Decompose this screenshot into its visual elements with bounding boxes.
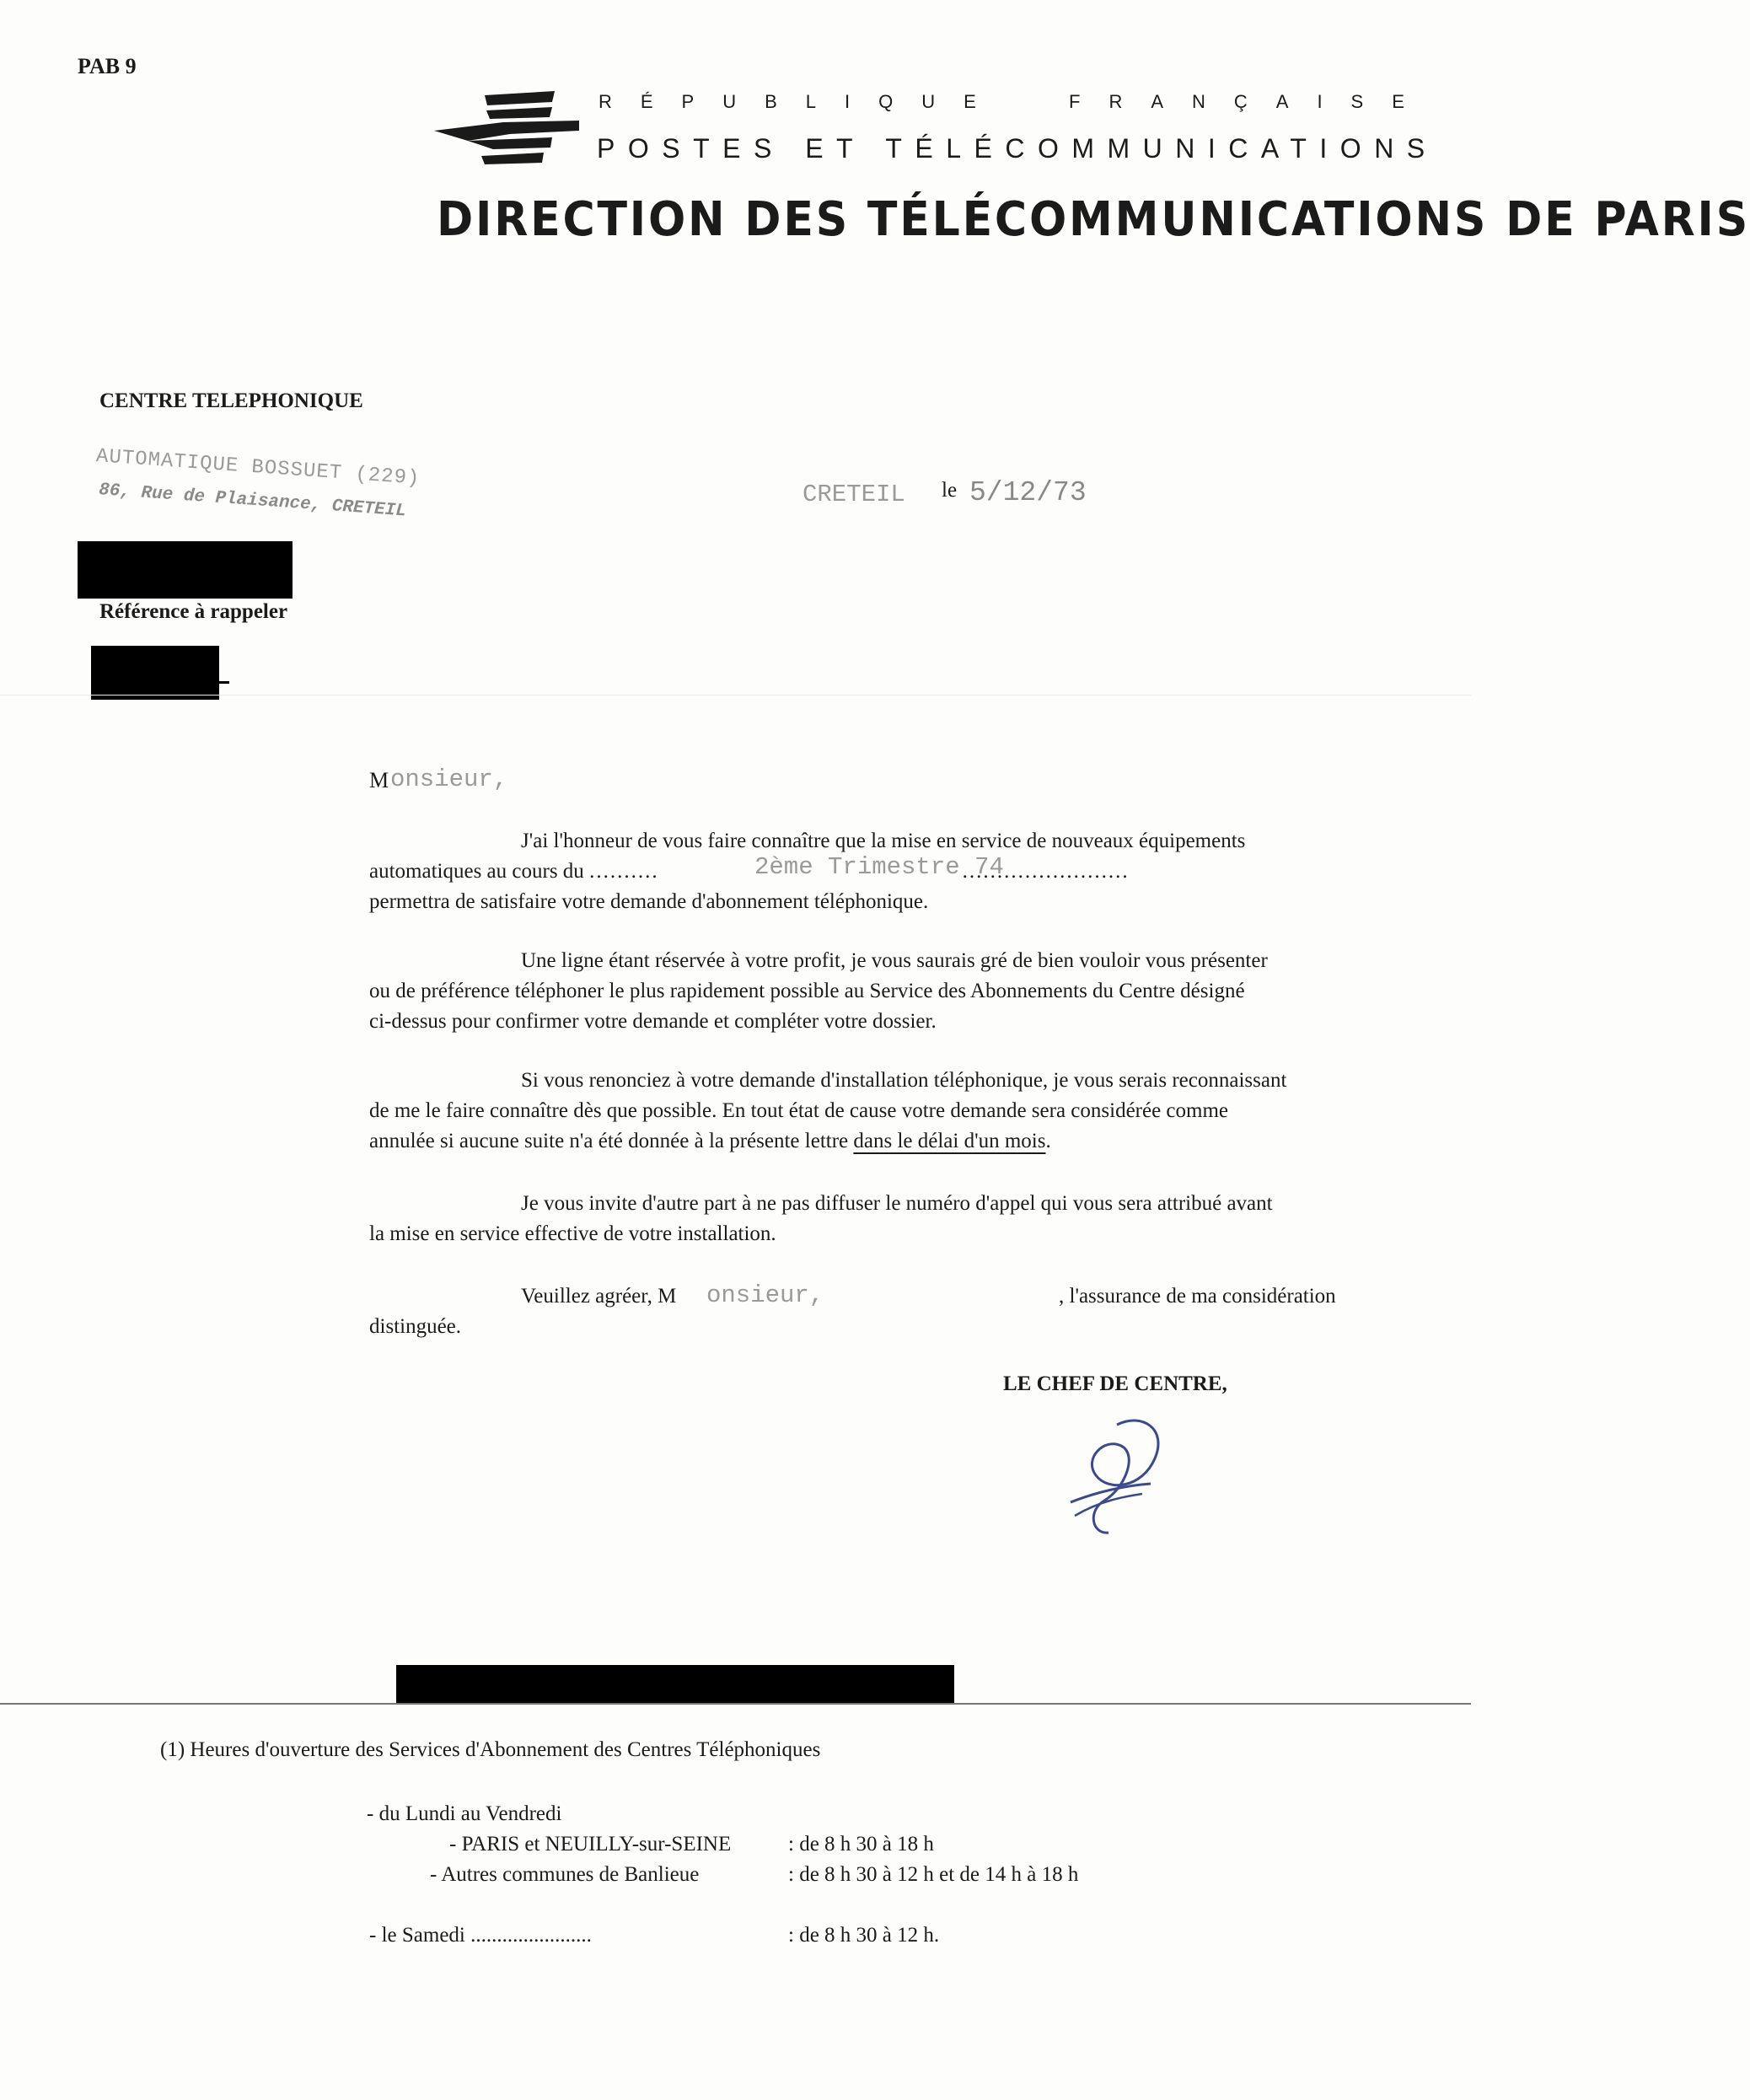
republique-text: RÉPUBLIQUE	[599, 91, 1005, 112]
paragraph-text: automatiques au cours du	[369, 860, 584, 883]
paragraph-3-line-2: de me le faire connaître dès que possible. En tout état de cause votre demande sera considérée comme	[369, 1099, 1229, 1122]
footnote-paris-label: - PARIS et NEUILLY-sur-SEINE	[449, 1833, 732, 1856]
typed-period-fill: 2ème Trimestre 74	[754, 853, 1004, 881]
footnote-samedi-hours: : de 8 h 30 à 12 h.	[788, 1924, 940, 1947]
paragraph-1-line-3: permettra de satisfaire votre demande d'abonnement téléphonique.	[369, 890, 929, 913]
footnote-weekdays: - du Lundi au Vendredi	[367, 1802, 562, 1825]
ptt-bird-logo-icon	[434, 89, 582, 169]
dotted-leader: ........................	[962, 860, 1130, 883]
paragraph-text: Je vous invite d'autre part à ne pas diffuser le numéro d'appel qui vous sera attribué avant	[521, 1192, 1273, 1215]
ministry-title: POSTES ET TÉLÉCOMMUNICATIONS	[597, 133, 1438, 164]
centre-title: CENTRE TELEPHONIQUE	[99, 389, 363, 412]
closing-line-2: distinguée.	[369, 1315, 462, 1338]
closing-typed: onsieur,	[706, 1281, 824, 1309]
address-stamp-line2: 86, Rue de Plaisance, CRETEIL	[98, 481, 407, 522]
paragraph-text: J'ai l'honneur de vous faire connaître que la mise en service de nouveaux équipements	[521, 830, 1246, 852]
address-stamp-line1: AUTOMATIQUE BOSSUET (229)	[95, 445, 421, 491]
redaction-mark	[219, 681, 229, 684]
footnote-title: (1) Heures d'ouverture des Services d'Abonnement des Centres Téléphoniques	[160, 1738, 821, 1761]
redaction-bar	[78, 541, 293, 599]
redaction-bar	[91, 646, 219, 700]
dotted-leader: ..........	[589, 860, 659, 883]
footnote-autres-label: - Autres communes de Banlieue	[430, 1863, 700, 1886]
paragraph-1-line-2	[369, 857, 1130, 887]
redaction-bar	[396, 1665, 954, 1704]
salutation-typed: onsieur,	[390, 765, 508, 793]
direction-title: DIRECTION DES TÉLÉCOMMUNICATIONS DE PARIS	[437, 192, 1750, 247]
paragraph-2-line-3: ci-dessus pour confirmer votre demande et compléter votre dossier.	[369, 1010, 937, 1033]
paragraph-4-line-2: la mise en service effective de votre installation.	[369, 1222, 776, 1245]
closing-suffix: , l'assurance de ma considération	[1059, 1285, 1336, 1308]
paragraph-text: Si vous renonciez à votre demande d'installation téléphonique, je vous serais reconnaissant	[521, 1069, 1287, 1092]
closing-prefix: Veuillez agréer, M	[521, 1285, 677, 1308]
salutation-initial: M	[369, 768, 389, 792]
paper-fold-line	[0, 695, 1471, 696]
signer-title: LE CHEF DE CENTRE,	[1003, 1372, 1227, 1395]
paragraph-text: annulée si aucune suite n'a été donnée à la présente lettre	[369, 1130, 849, 1152]
paragraph-3-line-1	[369, 1066, 1286, 1096]
francaise-text: FRANÇAISE	[1069, 91, 1433, 112]
paragraph-3-line-3	[369, 1126, 1051, 1157]
paragraph-4-line-1	[369, 1189, 1273, 1219]
underlined-deadline: dans le délai d'un mois	[853, 1130, 1046, 1152]
reference-label: Référence à rappeler	[99, 600, 288, 623]
paragraph-2-line-1	[369, 946, 1268, 976]
dateline-place: CRETEIL	[803, 481, 905, 508]
paragraph-text: Une ligne étant réservée à votre profit, je vous saurais gré de bien vouloir vous présenter	[521, 949, 1268, 972]
signature-icon	[1058, 1408, 1176, 1543]
footnote-autres-hours: : de 8 h 30 à 12 h et de 14 h à 18 h	[788, 1863, 1079, 1886]
paragraph-1-line-1	[369, 826, 1245, 857]
paragraph-text: .	[1045, 1130, 1051, 1152]
paragraph-2-line-2: ou de préférence téléphoner le plus rapidement possible au Service des Abonnements du Centre désigné	[369, 980, 1245, 1002]
dateline-date: 5/12/73	[969, 477, 1087, 508]
footnote-divider	[0, 1703, 1471, 1705]
form-code: PAB 9	[78, 54, 137, 78]
footnote-paris-hours: : de 8 h 30 à 18 h	[788, 1833, 934, 1856]
dateline-le: le	[942, 479, 958, 502]
footnote-samedi-label: - le Samedi .......................	[369, 1924, 592, 1947]
